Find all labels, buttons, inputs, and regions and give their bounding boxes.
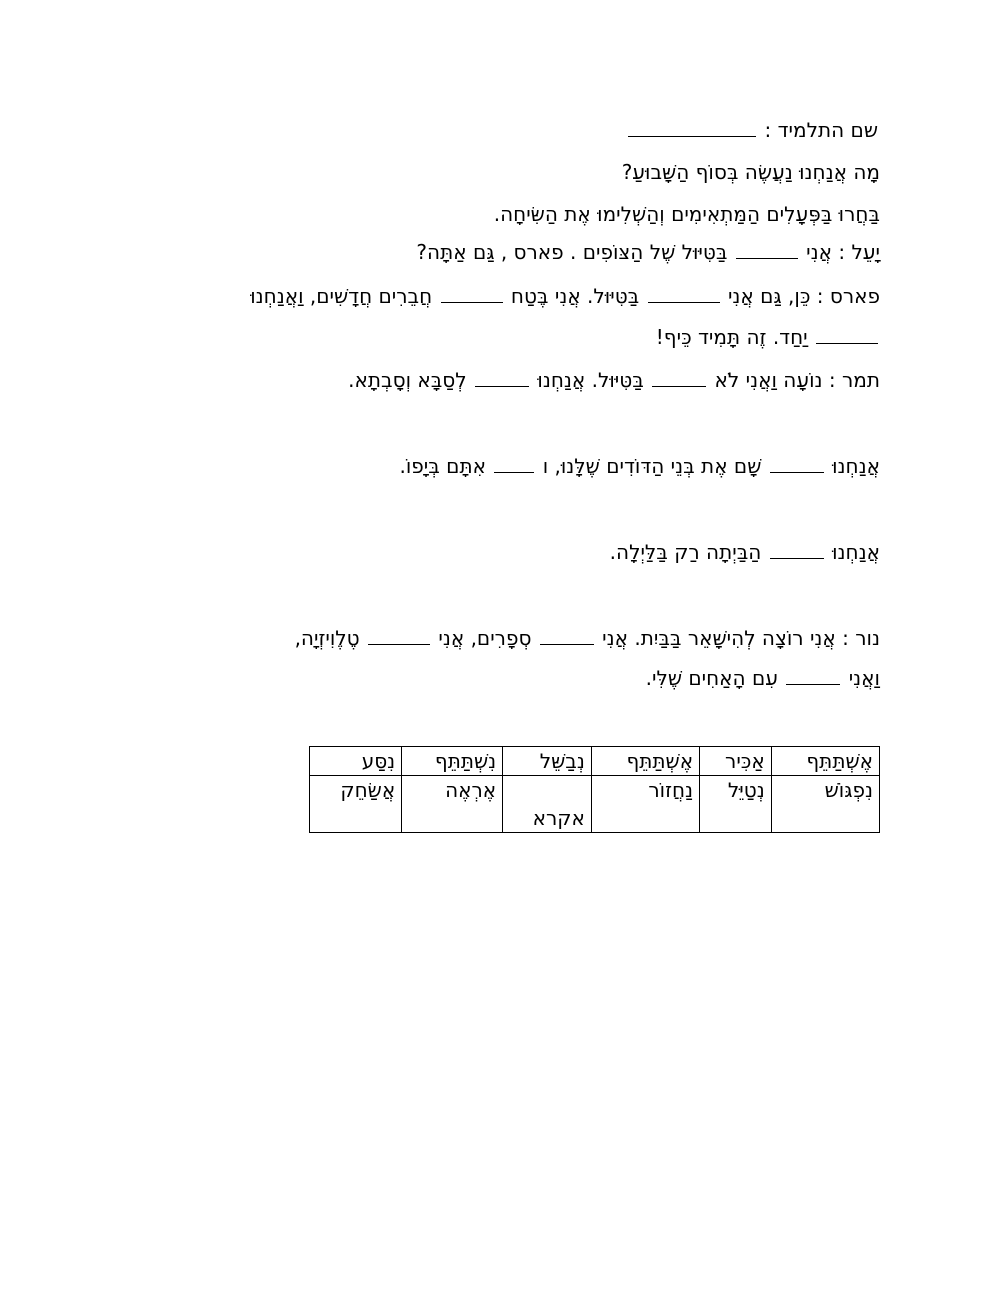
- word-bank-cell: נִשְׁתַּתֵּף: [402, 747, 503, 776]
- student-name-blank[interactable]: [628, 118, 756, 137]
- dialogue-fares: [250, 282, 880, 310]
- word-bank-cell: אֲשַׂחֵק: [310, 776, 402, 833]
- dialogue-yael: [416, 238, 880, 266]
- yael-text-2: בַּטִּיּוּל שֶׁל הַצּוֹפִים . פארס , גַּם אַתָּה?: [416, 240, 728, 264]
- fares-text-4: יַחַד. זֶה תָּמִיד כֵּיף!: [655, 325, 808, 349]
- word-bank-cell: נִסַּע: [310, 747, 402, 776]
- word-bank-cell: נִפְגּוֹשׁ: [771, 776, 879, 833]
- noor-text-4: וַאֲנִי: [848, 666, 880, 690]
- visit-text-3: אִתָּם בְּיָפוֹ.: [399, 454, 486, 478]
- blank-6[interactable]: [475, 368, 529, 387]
- tamar-text-1: תמר : נוֹעָה וַאֲנִי לֹא: [714, 368, 880, 392]
- dialogue-noor: [295, 624, 880, 652]
- word-bank-cell: אַכִּיר: [700, 747, 772, 776]
- worksheet-title: מָה אֲנַחְנוּ נַעֲשֶׂה בְּסוֹף הַשָּׁבוּעַ?: [621, 160, 880, 184]
- word-bank-row: [310, 776, 880, 833]
- student-name-label: שם התלמיד :: [764, 118, 878, 142]
- sentence-home: [610, 538, 880, 566]
- blank-5[interactable]: [652, 368, 706, 387]
- fares-text-1: פארס : כֵּן, גַּם אֲנִי: [727, 284, 880, 308]
- dialogue-tamar: [348, 366, 880, 394]
- yael-text-1: יָעֵל : אֲנִי: [806, 240, 880, 264]
- word-bank-cell: אֶשְׁתַּתֵּף: [591, 747, 699, 776]
- word-bank-cell: אֶרְאֶה: [402, 776, 503, 833]
- fares-text-3: חֲבֵרִים חֲדָשִׁים, וַאֲנַחְנוּ: [250, 284, 433, 308]
- blank-12[interactable]: [786, 666, 840, 685]
- tamar-text-3: לְסַבָּא וְסָבְתָא.: [348, 368, 467, 392]
- word-bank-cell: נַחֲזוֹר: [591, 776, 699, 833]
- dialogue-noor-cont: [646, 664, 880, 692]
- blank-1[interactable]: [736, 240, 798, 259]
- blank-3[interactable]: [441, 284, 503, 303]
- tamar-text-2: בַּטִּיּוּל. אֲנַחְנוּ: [537, 368, 644, 392]
- visit-text-2: שָׁם אֶת בְּנֵי הַדּוֹדִים שֶׁלָּנוּ, ו: [542, 454, 762, 478]
- visit-text-1: אֲנַחְנוּ: [832, 454, 880, 478]
- blank-9[interactable]: [770, 540, 824, 559]
- blank-10[interactable]: [540, 626, 594, 645]
- student-name-line: [626, 116, 878, 144]
- fares-text-2: בַּטִּיּוּל. אֲנִי בֶּטַח: [510, 284, 640, 308]
- home-text-1: אֲנַחְנוּ: [832, 540, 880, 564]
- blank-2[interactable]: [648, 284, 720, 303]
- home-text-2: הַבַּיְתָה רַק בַּלַּיְלָה.: [609, 540, 762, 564]
- noor-text-3: טֶלֶוִיזְיָה,: [294, 626, 360, 650]
- word-bank-cell: אקרא: [503, 776, 592, 833]
- sentence-visit: [399, 452, 880, 480]
- word-bank-row: [310, 747, 880, 776]
- dialogue-fares-cont: [656, 323, 880, 351]
- noor-text-5: עִם הָאַחִים שֶׁלִּי.: [645, 666, 778, 690]
- word-bank-cell: נְבַשֵּׁל: [503, 747, 592, 776]
- blank-11[interactable]: [368, 626, 430, 645]
- word-bank-table: [309, 746, 880, 833]
- word-bank-cell: אֶשְׁתַּתֵּף: [771, 747, 879, 776]
- word-bank-cell: נְטַיֵּל: [700, 776, 772, 833]
- blank-7[interactable]: [770, 454, 824, 473]
- instructions: בַּחֲרוּ בַּפְּעָלִים הַמַּתְאִימִים וְהַשְׁלִימוּ אֶת הַשִּׂיחָה.: [493, 202, 880, 226]
- blank-8[interactable]: [494, 454, 534, 473]
- noor-text-1: נור : אֲנִי רוֹצָה לְהִישָּׁאֵר בַּבַּיִת. אֲנִי: [602, 626, 880, 650]
- noor-text-2: סְפָרִים, אֲנִי: [438, 626, 532, 650]
- blank-4[interactable]: [816, 325, 878, 344]
